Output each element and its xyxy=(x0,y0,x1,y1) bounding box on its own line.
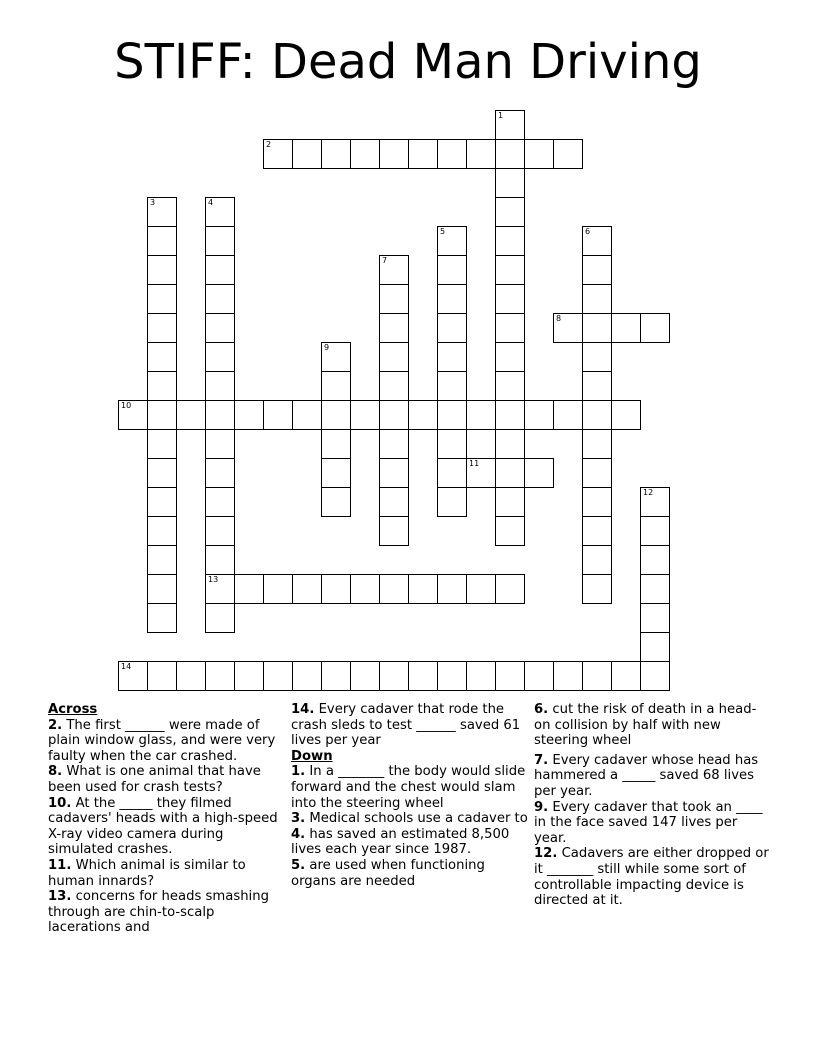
grid-cell[interactable] xyxy=(582,400,612,430)
grid-cell[interactable] xyxy=(582,284,612,314)
grid-cell[interactable] xyxy=(582,661,612,691)
clue-number: 4 xyxy=(208,198,214,207)
grid-cell[interactable] xyxy=(379,284,409,314)
grid-cell[interactable] xyxy=(582,342,612,372)
grid-cell[interactable] xyxy=(147,226,177,256)
grid-cell[interactable] xyxy=(205,487,235,517)
grid-cell[interactable] xyxy=(553,139,583,169)
grid-cell[interactable] xyxy=(379,458,409,488)
grid-cell[interactable] xyxy=(495,139,525,169)
grid-cell[interactable] xyxy=(205,284,235,314)
grid-cell[interactable] xyxy=(582,313,612,343)
grid-cell[interactable] xyxy=(640,313,670,343)
clue-down-4: 4. has saved an estimated 8,500 lives each year since 1987. xyxy=(291,826,510,858)
grid-cell[interactable] xyxy=(495,226,525,256)
grid-cell[interactable] xyxy=(263,661,293,691)
clue-across-10: 10. At the _____ they filmed cadavers' heads with a high-speed X-ray video camera during simulated crashes. xyxy=(48,795,278,858)
grid-cell[interactable] xyxy=(495,400,525,430)
grid-cell[interactable] xyxy=(321,139,351,169)
grid-cell[interactable] xyxy=(263,574,293,604)
grid-cell[interactable] xyxy=(611,661,641,691)
grid-cell[interactable] xyxy=(147,661,177,691)
grid-cell[interactable] xyxy=(379,342,409,372)
grid-cell[interactable] xyxy=(495,516,525,546)
grid-cell[interactable] xyxy=(582,516,612,546)
grid-cell[interactable] xyxy=(321,458,351,488)
grid-cell[interactable] xyxy=(437,574,467,604)
grid-cell[interactable] xyxy=(437,487,467,517)
clue-number: 7 xyxy=(382,256,388,265)
grid-cell[interactable] xyxy=(437,458,467,488)
clue-number: 10 xyxy=(121,401,132,410)
grid-cell[interactable] xyxy=(321,400,351,430)
clue-number: 3 xyxy=(150,198,156,207)
grid-cell[interactable] xyxy=(495,429,525,459)
grid-cell[interactable] xyxy=(205,516,235,546)
grid-cell[interactable] xyxy=(466,400,496,430)
grid-cell[interactable] xyxy=(321,429,351,459)
clue-number: 11 xyxy=(469,459,480,468)
grid-cell[interactable] xyxy=(437,371,467,401)
grid-cell[interactable] xyxy=(379,429,409,459)
grid-cell[interactable] xyxy=(379,574,409,604)
grid-cell[interactable] xyxy=(495,168,525,198)
grid-cell[interactable] xyxy=(379,313,409,343)
puzzle-title: STIFF: Dead Man Driving xyxy=(114,34,702,90)
grid-cell[interactable] xyxy=(234,661,264,691)
clue-down-6: 6. cut the risk of death in a head-on collision by half with new steering wheel xyxy=(534,702,757,749)
grid-cell[interactable] xyxy=(495,458,525,488)
grid-cell[interactable] xyxy=(582,255,612,285)
grid-cell[interactable] xyxy=(379,516,409,546)
grid-cell[interactable] xyxy=(640,632,670,662)
grid-cell[interactable] xyxy=(466,661,496,691)
grid-cell[interactable] xyxy=(437,255,467,285)
grid-cell[interactable] xyxy=(205,400,235,430)
clue-across-13: 13. concerns for heads smashing through are chin-to-scalp lacerations and xyxy=(48,889,269,936)
grid-cell[interactable] xyxy=(176,400,206,430)
grid-cell[interactable] xyxy=(205,371,235,401)
grid-cell-1[interactable] xyxy=(495,110,525,140)
grid-cell[interactable] xyxy=(495,487,525,517)
clue-number: 9 xyxy=(324,343,330,352)
grid-cell[interactable] xyxy=(582,574,612,604)
grid-cell[interactable] xyxy=(205,313,235,343)
grid-cell[interactable] xyxy=(495,661,525,691)
grid-cell[interactable] xyxy=(524,661,554,691)
grid-cell[interactable] xyxy=(466,574,496,604)
grid-cell[interactable] xyxy=(524,458,554,488)
grid-cell[interactable] xyxy=(437,400,467,430)
grid-cell[interactable] xyxy=(292,400,322,430)
grid-cell[interactable] xyxy=(524,139,554,169)
clue-across-14: 14. Every cadaver that rode the crash sleds to test ______ saved 61 lives per year xyxy=(291,702,521,749)
grid-cell-2[interactable] xyxy=(263,139,293,169)
grid-cell-9[interactable] xyxy=(321,342,351,372)
down-heading: Down xyxy=(291,748,333,764)
grid-cell[interactable] xyxy=(379,661,409,691)
grid-cell[interactable] xyxy=(147,284,177,314)
grid-cell[interactable] xyxy=(437,661,467,691)
grid-cell[interactable] xyxy=(640,661,670,691)
grid-cell[interactable] xyxy=(640,545,670,575)
grid-cell[interactable] xyxy=(495,371,525,401)
grid-cell-3[interactable] xyxy=(147,197,177,227)
grid-cell-8[interactable] xyxy=(553,313,583,343)
grid-cell[interactable] xyxy=(147,429,177,459)
grid-cell[interactable] xyxy=(379,371,409,401)
grid-cell[interactable] xyxy=(321,574,351,604)
clue-number: 1 xyxy=(498,111,504,120)
grid-cell[interactable] xyxy=(408,661,438,691)
grid-cell-14[interactable] xyxy=(118,661,148,691)
grid-cell[interactable] xyxy=(640,603,670,633)
clue-down-9: 9. Every cadaver that took an ____ in the face saved 147 lives per year. xyxy=(534,799,763,846)
grid-cell[interactable] xyxy=(437,342,467,372)
grid-cell[interactable] xyxy=(205,342,235,372)
clue-down-5: 5. are used when functioning organs are needed xyxy=(291,857,485,889)
grid-cell[interactable] xyxy=(292,139,322,169)
grid-cell[interactable] xyxy=(205,429,235,459)
grid-cell-4[interactable] xyxy=(205,197,235,227)
grid-cell[interactable] xyxy=(379,487,409,517)
grid-cell[interactable] xyxy=(147,458,177,488)
grid-cell[interactable] xyxy=(205,661,235,691)
grid-cell[interactable] xyxy=(321,371,351,401)
clue-across-11: 11. Which animal is similar to human innards? xyxy=(48,857,246,889)
clue-down-7: 7. Every cadaver whose head has hammered a _____ saved 68 lives per year. xyxy=(534,752,759,799)
grid-cell-12[interactable] xyxy=(640,487,670,517)
grid-cell-6[interactable] xyxy=(582,226,612,256)
clue-number: 14 xyxy=(121,662,132,671)
grid-cell[interactable] xyxy=(147,516,177,546)
grid-cell[interactable] xyxy=(495,342,525,372)
grid-cell[interactable] xyxy=(495,284,525,314)
grid-cell-13[interactable] xyxy=(205,574,235,604)
grid-cell[interactable] xyxy=(437,139,467,169)
grid-cell[interactable] xyxy=(147,342,177,372)
grid-cell[interactable] xyxy=(234,574,264,604)
grid-cell-11[interactable] xyxy=(466,458,496,488)
grid-cell[interactable] xyxy=(205,458,235,488)
grid-cell-7[interactable] xyxy=(379,255,409,285)
grid-cell[interactable] xyxy=(350,400,380,430)
grid-cell[interactable] xyxy=(437,284,467,314)
grid-cell[interactable] xyxy=(495,197,525,227)
clue-down-3: 3. Medical schools use a cadaver to xyxy=(291,811,528,827)
clue-across-2: 2. The first ______ were made of plain window glass, and were very faulty when the car crashed. xyxy=(48,717,276,764)
grid-cell[interactable] xyxy=(553,400,583,430)
grid-cell[interactable] xyxy=(147,574,177,604)
clue-down-12: 12. Cadavers are either dropped or it _______ still while some sort of controllable impacting device is directed at it. xyxy=(534,846,769,909)
grid-cell[interactable] xyxy=(640,574,670,604)
grid-cell[interactable] xyxy=(640,516,670,546)
grid-cell[interactable] xyxy=(176,661,206,691)
grid-cell[interactable] xyxy=(582,545,612,575)
grid-cell[interactable] xyxy=(263,400,293,430)
clue-number: 12 xyxy=(643,488,654,497)
grid-cell[interactable] xyxy=(408,139,438,169)
grid-cell[interactable] xyxy=(350,139,380,169)
grid-cell[interactable] xyxy=(205,226,235,256)
grid-cell[interactable] xyxy=(582,458,612,488)
grid-cell[interactable] xyxy=(495,255,525,285)
clue-number: 6 xyxy=(585,227,591,236)
grid-cell[interactable] xyxy=(292,661,322,691)
grid-cell[interactable] xyxy=(147,400,177,430)
grid-cell[interactable] xyxy=(495,313,525,343)
grid-cell[interactable] xyxy=(350,661,380,691)
grid-cell[interactable] xyxy=(292,574,322,604)
grid-cell[interactable] xyxy=(553,661,583,691)
grid-cell[interactable] xyxy=(147,545,177,575)
grid-cell[interactable] xyxy=(205,545,235,575)
grid-cell[interactable] xyxy=(147,603,177,633)
grid-cell[interactable] xyxy=(582,371,612,401)
across-heading: Across xyxy=(48,702,98,717)
clue-number: 5 xyxy=(440,227,446,236)
clue-number: 2 xyxy=(266,140,272,149)
grid-cell-10[interactable] xyxy=(118,400,148,430)
grid-cell[interactable] xyxy=(611,313,641,343)
grid-cell[interactable] xyxy=(611,400,641,430)
clue-number: 13 xyxy=(208,575,219,584)
clue-number: 8 xyxy=(556,314,562,323)
grid-cell[interactable] xyxy=(321,487,351,517)
grid-cell[interactable] xyxy=(147,487,177,517)
grid-cell[interactable] xyxy=(147,255,177,285)
grid-cell[interactable] xyxy=(582,487,612,517)
grid-cell[interactable] xyxy=(379,400,409,430)
grid-cell[interactable] xyxy=(205,255,235,285)
grid-cell[interactable] xyxy=(147,313,177,343)
clue-column-2 xyxy=(291,702,529,889)
grid-cell[interactable] xyxy=(524,400,554,430)
grid-cell[interactable] xyxy=(466,139,496,169)
grid-cell[interactable] xyxy=(205,603,235,633)
grid-cell[interactable] xyxy=(350,574,380,604)
grid-cell[interactable] xyxy=(408,574,438,604)
clue-column-3 xyxy=(534,702,772,909)
clue-across-8: 8. What is one animal that have been used for crash tests? xyxy=(48,764,261,795)
clue-down-1: 1. In a _______ the body would slide forward and the chest would slam into the steering wheel xyxy=(291,764,526,811)
grid-cell[interactable] xyxy=(379,139,409,169)
grid-cell[interactable] xyxy=(495,574,525,604)
grid-cell[interactable] xyxy=(321,661,351,691)
grid-cell[interactable] xyxy=(408,400,438,430)
grid-cell[interactable] xyxy=(234,400,264,430)
grid-cell[interactable] xyxy=(437,313,467,343)
grid-cell[interactable] xyxy=(582,429,612,459)
grid-cell[interactable] xyxy=(147,371,177,401)
clue-column-1 xyxy=(48,702,286,936)
grid-cell-5[interactable] xyxy=(437,226,467,256)
grid-cell[interactable] xyxy=(437,429,467,459)
